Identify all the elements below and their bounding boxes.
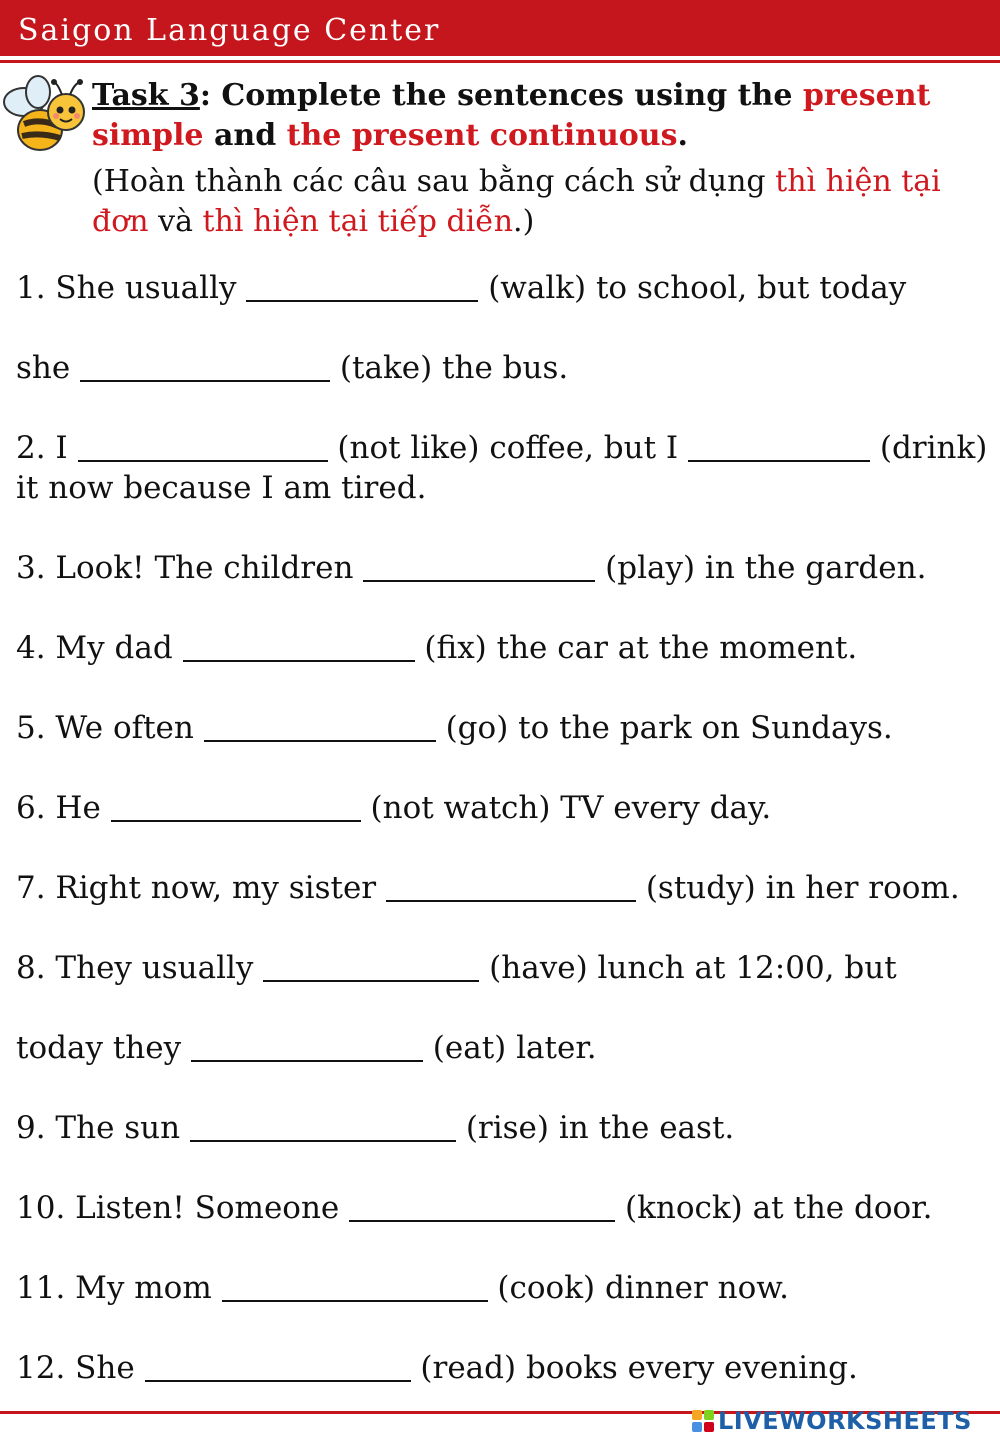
sentence-2-line-1 (16, 428, 987, 468)
sentence-text: 2. I (16, 430, 78, 466)
answer-blank-12[interactable] (145, 1348, 411, 1382)
answer-blank-5[interactable] (204, 708, 436, 742)
header-title: Saigon Language Center (18, 13, 441, 48)
sentence-text: she (16, 350, 81, 386)
sentence-text: (knock) at the door. (615, 1190, 933, 1226)
translation-mid: và (148, 204, 203, 239)
sentence-text: today they (16, 1030, 191, 1066)
sentence-text: (study) in her room. (635, 870, 960, 906)
task-instruction (92, 76, 982, 156)
answer-blank-6[interactable] (111, 788, 361, 822)
sentence-text: (drink) (870, 430, 988, 466)
sentence-text: (go) to the park on Sundays. (435, 710, 893, 746)
sentence-text: (not watch) TV every day. (360, 790, 772, 826)
sentence-7 (16, 868, 960, 908)
sentence-text: 7. Right now, my sister (16, 870, 386, 906)
task-mid: and (203, 118, 287, 153)
sentence-8-line-2 (16, 1028, 597, 1068)
sentence-9 (16, 1108, 734, 1148)
task-intro: : Complete the sentences using the (199, 78, 803, 113)
sentence-11 (16, 1268, 789, 1308)
sentence-5 (16, 708, 893, 748)
sentence-text: (eat) later. (422, 1030, 597, 1066)
answer-blank-8a[interactable] (263, 948, 479, 982)
sentence-text: 4. My dad (16, 630, 183, 666)
answer-blank-2b[interactable] (688, 428, 870, 462)
brand-name: LIVEWORKSHEETS (718, 1407, 972, 1435)
sentence-text: (rise) in the east. (455, 1110, 735, 1146)
sentence-text: 10. Listen! Someone (16, 1190, 350, 1226)
task-label: Task 3 (92, 78, 200, 113)
answer-blank-8b[interactable] (191, 1028, 423, 1062)
translation-highlight-1: thì hiện tại đơn (92, 164, 941, 239)
sentence-text: (fix) the car at the moment. (414, 630, 858, 666)
sentence-text: (have) lunch at 12:00, but (479, 950, 897, 986)
sentence-12 (16, 1348, 858, 1388)
header-bar (0, 0, 1000, 56)
task-end: . (677, 118, 688, 153)
answer-blank-9[interactable] (190, 1108, 456, 1142)
sentence-text: 12. She (16, 1350, 145, 1386)
sentence-text: 1. She usually (16, 270, 247, 306)
sentence-text: (not like) coffee, but I (327, 430, 688, 466)
task-translation (92, 162, 972, 242)
answer-blank-1a[interactable] (246, 268, 478, 302)
sentence-text: (walk) to school, but today (478, 270, 907, 306)
task-highlight-present-continuous: the present continuous (286, 118, 678, 153)
sentence-text: 5. We often (16, 710, 204, 746)
answer-blank-1b[interactable] (80, 348, 330, 382)
sentence-text: 8. They usually (16, 950, 264, 986)
answer-blank-3[interactable] (363, 548, 595, 582)
answer-blank-2a[interactable] (78, 428, 328, 462)
sentence-text: 11. My mom (16, 1270, 222, 1306)
sentence-6 (16, 788, 771, 828)
answer-blank-11[interactable] (222, 1268, 488, 1302)
answer-blank-7[interactable] (386, 868, 636, 902)
sentence-2-line-2: it now because I am tired. (16, 470, 427, 506)
header-divider (0, 60, 1000, 63)
liveworksheets-logo-icon (692, 1410, 714, 1432)
answer-blank-4[interactable] (183, 628, 415, 662)
sentence-text: (cook) dinner now. (487, 1270, 789, 1306)
sentence-text: (take) the bus. (330, 350, 569, 386)
answer-blank-10[interactable] (349, 1188, 615, 1222)
sentence-text: 6. He (16, 790, 111, 826)
sentence-4 (16, 628, 857, 668)
sentence-text: 3. Look! The children (16, 550, 364, 586)
sentence-1-line-2 (16, 348, 568, 388)
liveworksheets-brand (692, 1406, 972, 1436)
sentence-1-line-1 (16, 268, 906, 308)
sentence-text: 9. The sun (16, 1110, 190, 1146)
bee-icon (2, 72, 88, 156)
sentence-8-line-1 (16, 948, 897, 988)
translation-highlight-2: thì hiện tại tiếp diễn (202, 204, 514, 239)
task-highlight-present-simple: present simple (92, 78, 931, 153)
sentence-text: (read) books every evening. (410, 1350, 858, 1386)
sentence-10 (16, 1188, 932, 1228)
translation-open: (Hoàn thành các câu sau bằng cách sử dụng (92, 164, 776, 199)
sentence-text: (play) in the garden. (595, 550, 927, 586)
translation-close: .) (513, 204, 535, 239)
sentence-3 (16, 548, 926, 588)
